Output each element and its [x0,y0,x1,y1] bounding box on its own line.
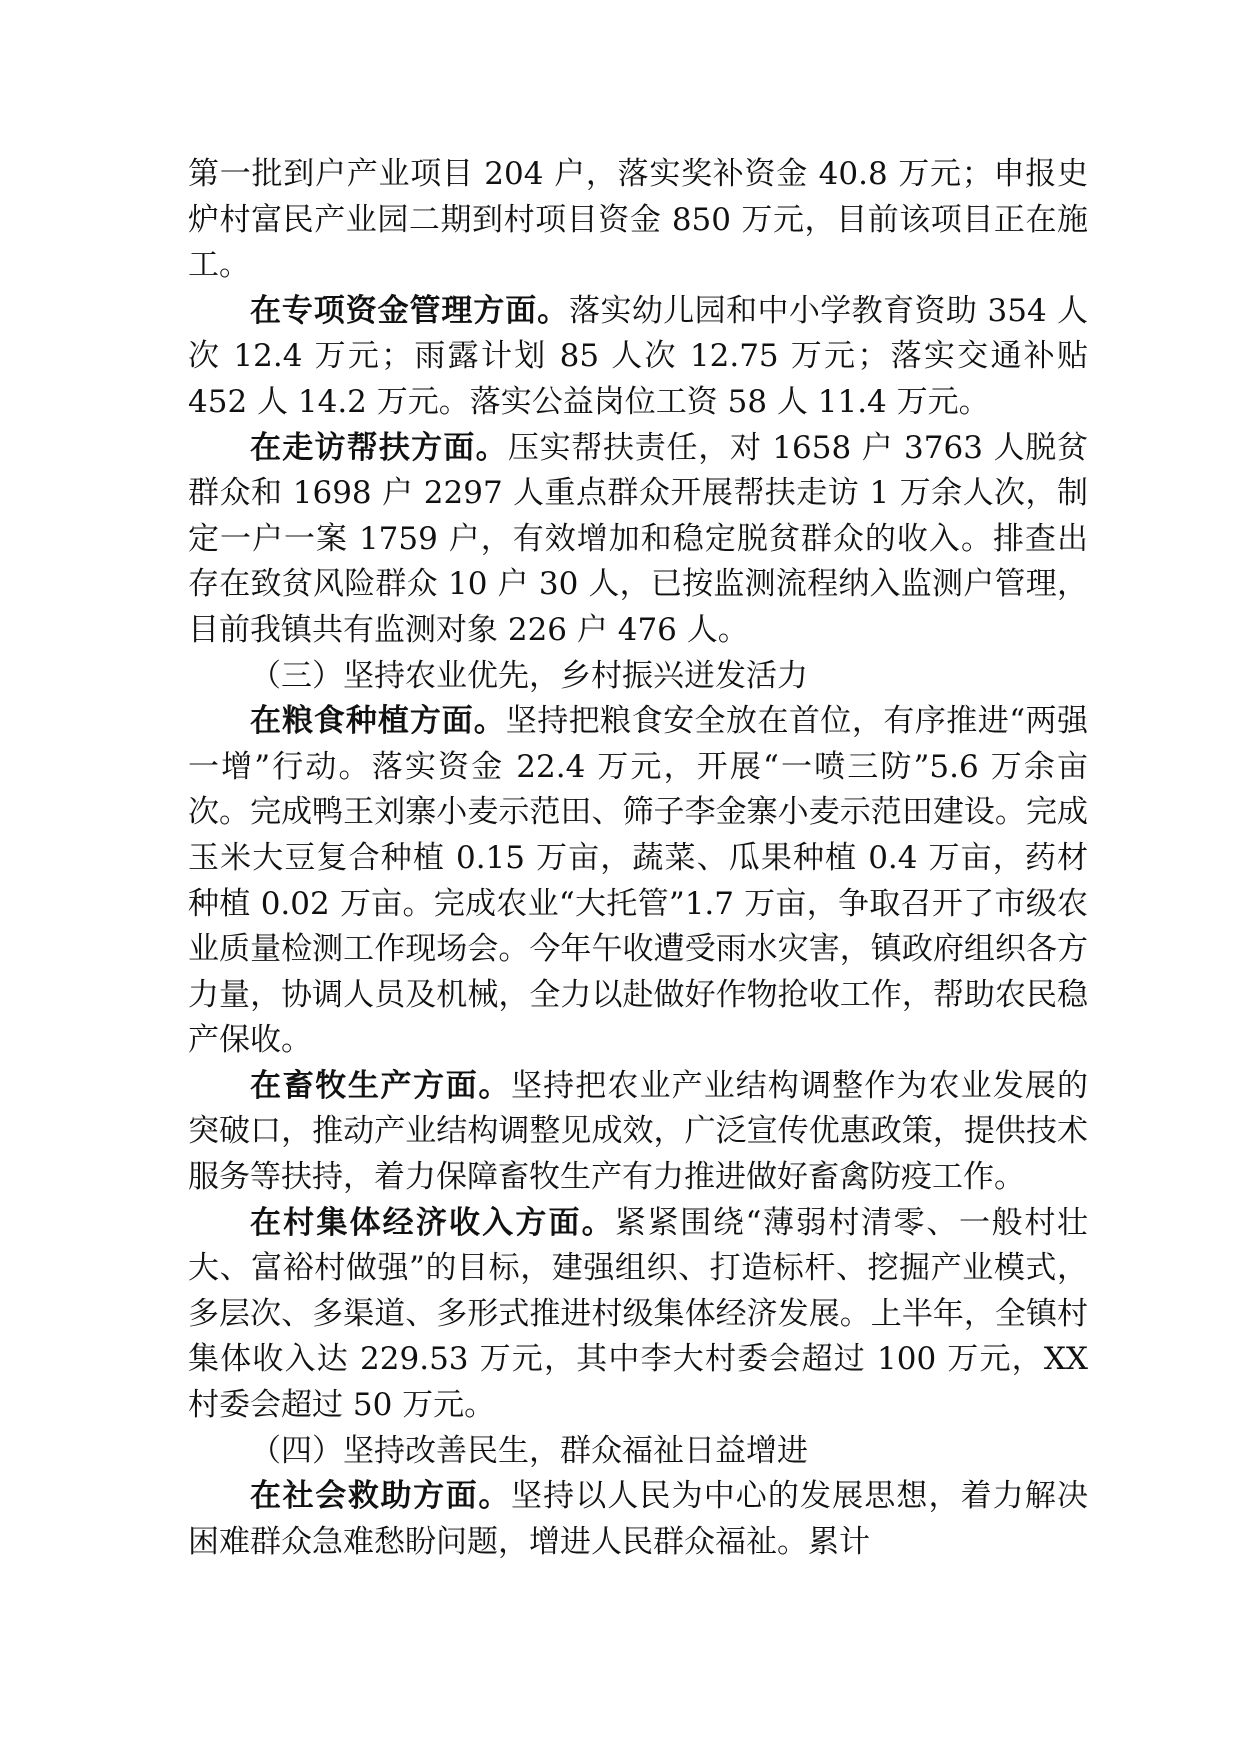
paragraph-grain [188,699,1088,1064]
paragraph-special-funds [188,289,1088,426]
paragraph-visit-assist-text: 压实帮扶责任，对 1658 户 3763 人脱贫群众和 1698 户 2297 人重点群众开展帮扶走访 1 万余人次，制定一户一案 1759 户，有效增加和稳定脱贫群众的收入。排查出存在致贫风险群众 10 户 30 人，已按监测流程纳入监测户管理，目前我镇共有监测对象 226 户 476 人。 [188,429,1088,648]
paragraph-grain-lead: 在粮食种植方面。 [250,703,506,740]
section-heading-4 [188,1429,1088,1475]
paragraph-social-aid-text: 坚持以人民为中心的发展思想，着力解决困难群众急难愁盼问题，增进人民群众福祉。累计 [188,1478,1089,1560]
section-heading-3 [188,654,1088,700]
paragraph-special-funds-text: 落实幼儿园和中小学教育资助 354 人次 12.4 万元；雨露计划 85 人次 12.75 万元；落实交通补贴 452 人 14.2 万元。落实公益岗位工资 58 人 11.4 万元。 [188,292,1088,420]
paragraph-special-funds-lead: 在专项资金管理方面。 [250,292,570,329]
paragraph-livestock [188,1064,1088,1201]
paragraph-collective-income [188,1201,1088,1429]
section-heading-4-text: （四）坚持改善民生，群众福祉日益增进 [250,1432,808,1469]
paragraph-collective-income-lead: 在村集体经济收入方面。 [250,1204,615,1241]
document-page [188,152,1088,1565]
section-heading-3-text: （三）坚持农业优先，乡村振兴迸发活力 [250,657,808,694]
paragraph-grain-text: 坚持把粮食安全放在首位，有序推进“两强一增”行动。落实资金 22.4 万元，开展“一喷三防”5.6 万余亩次。完成鸭王刘寨小麦示范田、筛子李金寨小麦示范田建设。完成玉米大豆复合种植 0.15 万亩，蔬菜、瓜果种植 0.4 万亩，药材种植 0.02 万亩。完成农业“大托管”1.7 万亩，争取召开了市级农业质量检测工作现场会。今年午收遭受雨水灾害，镇政府组织各方力量，协调人员及机械，全力以赴做好作物抢收工作，帮助农民稳产保收。 [188,703,1089,1059]
paragraph-collective-income-text: 紧紧围绕“薄弱村清零、一般村壮大、富裕村做强”的目标，建强组织、打造标杆、挖掘产业模式，多层次、多渠道、多形式推进村级集体经济发展。上半年，全镇村集体收入达 229.53 万元，其中李大村委会超过 100 万元，XX 村委会超过 50 万元。 [188,1204,1088,1424]
paragraph-social-aid [188,1474,1088,1565]
paragraph-1 [188,152,1088,289]
paragraph-livestock-lead: 在畜牧生产方面。 [250,1067,511,1104]
paragraph-social-aid-lead: 在社会救助方面。 [250,1478,511,1515]
paragraph-1-text: 第一批到户产业项目 204 户，落实奖补资金 40.8 万元；申报史炉村富民产业园二期到村项目资金 850 万元，目前该项目正在施工。 [188,156,1088,284]
paragraph-visit-assist [188,426,1088,654]
paragraph-livestock-text: 坚持把农业产业结构调整作为农业发展的突破口，推动产业结构调整见成效，广泛宣传优惠政策，提供技术服务等扶持，着力保障畜牧生产有力推进做好畜禽防疫工作。 [188,1067,1089,1196]
paragraph-visit-assist-lead: 在走访帮扶方面。 [250,429,508,466]
